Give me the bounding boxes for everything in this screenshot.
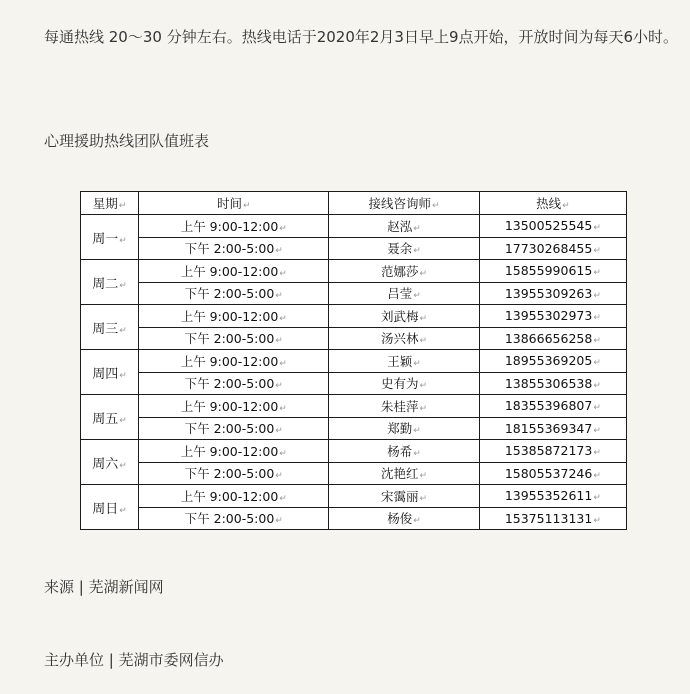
paragraph-mark-icon: ↵ — [419, 336, 428, 347]
header-counselor: 接线咨询师↵ — [329, 192, 479, 215]
phone-value: 13866656258 — [504, 330, 593, 346]
schedule-heading: 心理援助热线团队值班表 — [44, 132, 210, 150]
phone-cell — [479, 440, 626, 463]
table-row — [81, 282, 627, 305]
phone-value: 13955302973 — [504, 308, 593, 324]
counselor-cell — [329, 237, 479, 260]
paragraph-mark-icon: ↵ — [413, 516, 421, 527]
time-cell — [139, 282, 329, 305]
table-header-row — [81, 192, 627, 215]
time-cell — [139, 485, 329, 508]
header-time: 时间↵ — [139, 192, 329, 215]
paragraph-mark-icon: ↵ — [243, 201, 251, 211]
paragraph-mark-icon: ↵ — [593, 335, 601, 346]
paragraph-mark-icon: ↵ — [118, 201, 127, 211]
paragraph-mark-icon: ↵ — [119, 280, 127, 291]
counselor-cell — [329, 260, 479, 283]
table-row — [81, 237, 627, 260]
paragraph-mark-icon: ↵ — [119, 235, 127, 246]
day-label: 周四 — [92, 366, 119, 382]
day-label: 周六 — [92, 456, 119, 472]
paragraph-mark-icon: ↵ — [413, 358, 421, 369]
phone-cell — [479, 282, 626, 305]
paragraph-mark-icon: ↵ — [593, 448, 601, 459]
counselor-cell — [329, 305, 479, 328]
counselor-value: 沈艳红 — [381, 466, 419, 482]
phone-value: 13500525545 — [504, 218, 593, 234]
counselor-value: 郑勤 — [387, 421, 413, 437]
paragraph-mark-icon: ↵ — [275, 291, 283, 302]
table-row — [81, 395, 627, 418]
paragraph-mark-icon: ↵ — [593, 425, 601, 436]
paragraph-mark-icon: ↵ — [275, 336, 283, 347]
time-cell — [139, 417, 329, 440]
phone-value: 13855306538 — [504, 375, 593, 391]
counselor-cell — [329, 417, 479, 440]
table-row — [81, 507, 627, 530]
paragraph-mark-icon: ↵ — [593, 358, 601, 369]
paragraph-mark-icon: ↵ — [593, 290, 601, 301]
table-row — [81, 327, 627, 350]
table-row — [81, 350, 627, 373]
counselor-cell — [329, 395, 479, 418]
paragraph-mark-icon: ↵ — [275, 246, 283, 257]
paragraph-mark-icon: ↵ — [419, 403, 428, 414]
paragraph-mark-icon: ↵ — [419, 471, 428, 482]
phone-cell — [479, 215, 626, 238]
paragraph-mark-icon: ↵ — [419, 493, 428, 504]
counselor-value: 王颖 — [387, 353, 413, 369]
intro-paragraph: 每通热线 20～30 分钟左右。热线电话于2020年2月3日早上9点开始，开放时间为每天6小时。 — [44, 28, 679, 46]
paragraph-mark-icon: ↵ — [593, 268, 601, 279]
counselor-value: 宋霭丽 — [381, 488, 419, 504]
time-value: 下午 2:00-5:00 — [184, 241, 275, 257]
paragraph-mark-icon: ↵ — [419, 381, 428, 392]
phone-value: 18155369347 — [504, 420, 593, 436]
time-value: 下午 2:00-5:00 — [184, 511, 275, 527]
phone-value: 13955309263 — [504, 285, 593, 301]
time-cell — [139, 237, 329, 260]
paragraph-mark-icon: ↵ — [593, 403, 601, 414]
time-value: 下午 2:00-5:00 — [184, 421, 275, 437]
counselor-cell — [329, 462, 479, 485]
counselor-value: 杨俊 — [387, 511, 413, 527]
table-body — [81, 215, 627, 530]
table-row — [81, 462, 627, 485]
phone-cell — [479, 260, 626, 283]
paragraph-mark-icon: ↵ — [119, 505, 127, 516]
time-value: 上午 9:00-12:00 — [180, 308, 279, 324]
header-day: 星期↵ — [81, 192, 139, 215]
paragraph-mark-icon: ↵ — [413, 426, 421, 437]
counselor-cell — [329, 485, 479, 508]
time-cell — [139, 507, 329, 530]
phone-value: 18355396807 — [504, 398, 593, 414]
paragraph-mark-icon: ↵ — [413, 448, 421, 459]
day-cell — [81, 485, 139, 530]
day-cell — [81, 440, 139, 485]
counselor-cell — [329, 327, 479, 350]
paragraph-mark-icon: ↵ — [279, 403, 287, 414]
table-row — [81, 260, 627, 283]
time-value: 下午 2:00-5:00 — [184, 331, 275, 347]
paragraph-mark-icon: ↵ — [119, 325, 127, 336]
phone-cell — [479, 327, 626, 350]
time-cell — [139, 215, 329, 238]
counselor-cell — [329, 282, 479, 305]
table-row — [81, 485, 627, 508]
paragraph-mark-icon: ↵ — [593, 313, 601, 324]
time-cell — [139, 440, 329, 463]
phone-value: 13955352611 — [504, 488, 593, 504]
time-value: 上午 9:00-12:00 — [180, 263, 279, 279]
header-phone: 热线↵ — [479, 192, 626, 215]
paragraph-mark-icon: ↵ — [593, 380, 601, 391]
paragraph-mark-icon: ↵ — [279, 448, 287, 459]
day-cell — [81, 395, 139, 440]
phone-value: 18955369205 — [504, 353, 593, 369]
paragraph-mark-icon: ↵ — [279, 313, 287, 324]
time-value: 上午 9:00-12:00 — [180, 488, 279, 504]
host-line: 主办单位 | 芜湖市委网信办 — [44, 651, 224, 669]
day-label: 周二 — [92, 276, 119, 292]
counselor-cell — [329, 372, 479, 395]
source-line: 来源 | 芜湖新闻网 — [44, 578, 164, 596]
counselor-cell — [329, 440, 479, 463]
day-cell — [81, 215, 139, 260]
day-label: 周三 — [92, 321, 119, 337]
paragraph-mark-icon: ↵ — [432, 201, 440, 211]
paragraph-mark-icon: ↵ — [119, 415, 127, 426]
phone-value: 15805537246 — [504, 465, 593, 481]
counselor-value: 赵泓 — [387, 218, 413, 234]
time-value: 上午 9:00-12:00 — [180, 398, 279, 414]
counselor-value: 范娜莎 — [381, 263, 419, 279]
counselor-value: 吕莹 — [387, 286, 413, 302]
table-row — [81, 215, 627, 238]
phone-cell — [479, 462, 626, 485]
day-cell — [81, 305, 139, 350]
time-value: 下午 2:00-5:00 — [184, 286, 275, 302]
day-cell — [81, 350, 139, 395]
table-row — [81, 440, 627, 463]
paragraph-mark-icon: ↵ — [279, 493, 287, 504]
phone-cell — [479, 350, 626, 373]
phone-cell — [479, 372, 626, 395]
phone-cell — [479, 395, 626, 418]
counselor-value: 史有为 — [381, 376, 419, 392]
paragraph-mark-icon: ↵ — [279, 358, 287, 369]
time-cell — [139, 395, 329, 418]
phone-value: 15375113131 — [504, 510, 593, 526]
day-label: 周五 — [92, 411, 119, 427]
counselor-cell — [329, 507, 479, 530]
counselor-value: 朱桂萍 — [381, 398, 419, 414]
paragraph-mark-icon: ↵ — [275, 381, 283, 392]
paragraph-mark-icon: ↵ — [275, 516, 283, 527]
phone-value: 15855990615 — [504, 263, 593, 279]
paragraph-mark-icon: ↵ — [275, 426, 283, 437]
counselor-value: 杨希 — [387, 443, 413, 459]
paragraph-mark-icon: ↵ — [593, 515, 601, 526]
phone-cell — [479, 305, 626, 328]
time-value: 下午 2:00-5:00 — [184, 466, 275, 482]
paragraph-mark-icon: ↵ — [275, 471, 283, 482]
paragraph-mark-icon: ↵ — [593, 470, 601, 481]
day-label: 周日 — [92, 501, 119, 517]
phone-cell — [479, 417, 626, 440]
paragraph-mark-icon: ↵ — [413, 223, 421, 234]
time-cell — [139, 462, 329, 485]
time-cell — [139, 327, 329, 350]
table-row — [81, 305, 627, 328]
counselor-cell — [329, 215, 479, 238]
phone-cell — [479, 237, 626, 260]
paragraph-mark-icon: ↵ — [419, 313, 428, 324]
time-cell — [139, 305, 329, 328]
paragraph-mark-icon: ↵ — [279, 223, 287, 234]
paragraph-mark-icon: ↵ — [279, 268, 287, 279]
time-cell — [139, 372, 329, 395]
time-value: 上午 9:00-12:00 — [180, 353, 279, 369]
phone-cell — [479, 507, 626, 530]
paragraph-mark-icon: ↵ — [562, 201, 570, 211]
paragraph-mark-icon: ↵ — [119, 460, 127, 471]
paragraph-mark-icon: ↵ — [593, 493, 601, 504]
counselor-cell — [329, 350, 479, 373]
time-value: 上午 9:00-12:00 — [180, 218, 279, 234]
phone-value: 17730268455 — [504, 240, 593, 256]
table-row — [81, 417, 627, 440]
counselor-value: 汤兴林 — [381, 331, 419, 347]
counselor-value: 聂余 — [387, 241, 413, 257]
day-cell — [81, 260, 139, 305]
day-label: 周一 — [92, 231, 119, 247]
time-value: 上午 9:00-12:00 — [180, 443, 279, 459]
table-row — [81, 372, 627, 395]
duty-schedule-table — [80, 191, 627, 530]
time-value: 下午 2:00-5:00 — [184, 376, 275, 392]
time-cell — [139, 260, 329, 283]
time-cell — [139, 350, 329, 373]
paragraph-mark-icon: ↵ — [593, 245, 601, 256]
paragraph-mark-icon: ↵ — [593, 223, 601, 234]
phone-cell — [479, 485, 626, 508]
paragraph-mark-icon: ↵ — [119, 370, 127, 381]
counselor-value: 刘武梅 — [381, 308, 419, 324]
paragraph-mark-icon: ↵ — [413, 291, 421, 302]
paragraph-mark-icon: ↵ — [413, 246, 421, 257]
paragraph-mark-icon: ↵ — [419, 268, 428, 279]
phone-value: 15385872173 — [504, 443, 593, 459]
